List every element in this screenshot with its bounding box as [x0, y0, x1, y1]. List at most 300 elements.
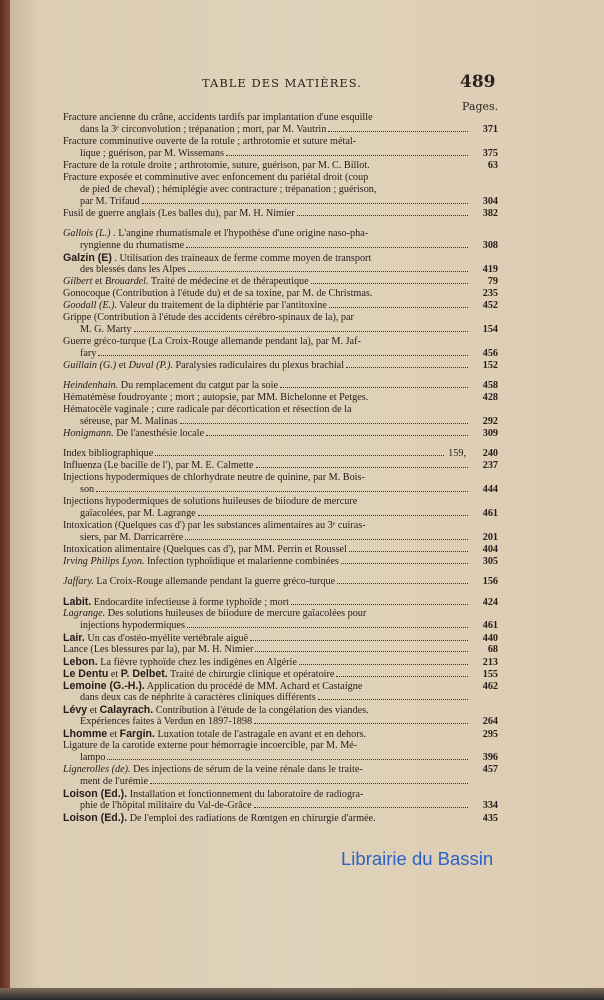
page-number: 489	[460, 72, 496, 92]
entry-text	[63, 764, 363, 776]
page-reference: 156	[482, 576, 498, 587]
toc-line	[63, 544, 498, 556]
entry-text	[80, 184, 376, 196]
book-binding	[0, 0, 10, 1000]
toc-entry	[63, 336, 498, 360]
author-name: Gilbert	[63, 276, 93, 287]
entry-title: . L'angine rhumatismale et l'hypothèse d'une origine naso-pha-	[110, 228, 369, 239]
toc-line	[63, 704, 498, 716]
page-reference: 462	[482, 681, 498, 692]
toc-line	[63, 392, 498, 404]
entry-title: Expériences faites à Verdun en 1897-1898	[80, 716, 253, 727]
dot-leader	[318, 698, 468, 700]
entry-title: Gonocoque (Contribution à l'étude du) et de sa toxine, par M. de Christmas.	[63, 288, 373, 299]
toc-entry	[63, 460, 498, 472]
entry-text	[80, 484, 94, 496]
entry-text	[80, 692, 316, 704]
toc-entry	[63, 556, 498, 568]
author-name: Irving Philips Lyon.	[63, 556, 145, 567]
toc-entry	[63, 704, 498, 728]
toc-entry	[63, 644, 498, 656]
entry-title: ment de l'urémie	[80, 776, 149, 787]
dot-leader	[96, 490, 468, 492]
toc-line	[63, 632, 498, 644]
entry-title: et	[116, 360, 129, 371]
page-reference: 152	[482, 360, 498, 371]
dot-leader	[336, 675, 468, 677]
page-reference: 371	[482, 124, 498, 135]
author-name: Galzin (E)	[63, 252, 112, 264]
toc-line	[63, 136, 498, 148]
toc-line	[63, 668, 498, 680]
group-spacer	[63, 568, 498, 576]
toc-line	[63, 252, 498, 264]
entry-title: Injections hypodermiques de solutions huileuses de biiodure de mercure	[63, 496, 358, 507]
page-edge	[0, 988, 604, 1000]
entry-text	[80, 776, 148, 788]
page-reference: 375	[482, 148, 498, 159]
dot-leader	[280, 386, 468, 388]
page-reference: 419	[482, 264, 498, 275]
page-header	[10, 74, 604, 94]
toc-entry	[63, 740, 498, 764]
toc-entry	[63, 472, 498, 496]
toc-line	[63, 404, 498, 416]
page-reference: 235	[482, 288, 498, 299]
toc-entry	[63, 112, 498, 136]
page-reference: 456	[482, 348, 498, 359]
entry-title: Intoxication (Quelques cas d') par les substances alimentaires au 3ᵉ cuiras-	[63, 520, 366, 531]
author-name: Duval (P.).	[128, 360, 173, 371]
toc-line	[63, 656, 498, 668]
toc-entry	[63, 544, 498, 556]
page-reference: 461	[482, 620, 498, 631]
entry-title: et	[92, 276, 105, 287]
entry-title: par M. Trifaud	[80, 196, 140, 207]
page-reference: 304	[482, 196, 498, 207]
toc-letter-group	[63, 576, 498, 588]
entry-text	[63, 288, 372, 300]
toc-line	[63, 360, 498, 372]
dot-leader	[98, 354, 468, 356]
toc-line	[63, 276, 498, 288]
book-page	[10, 0, 604, 988]
author-name: Lemoine (G.-H.).	[63, 680, 145, 692]
entry-title: Contribution à l'étude de la congélation des viandes.	[153, 705, 369, 716]
toc-entry	[63, 312, 498, 336]
toc-entry	[63, 276, 498, 288]
toc-line	[63, 532, 498, 544]
toc-line	[63, 228, 498, 240]
entry-title: De l'anesthésie locale	[113, 428, 205, 439]
page-reference: 452	[482, 300, 498, 311]
dot-leader	[337, 582, 468, 584]
dot-leader	[255, 650, 468, 652]
entry-title: Fracture ancienne du crâne, accidents tardifs par implantation d'une esquille	[63, 112, 373, 123]
page-reference: 295	[482, 729, 498, 740]
toc-entry	[63, 428, 498, 440]
toc-entry	[63, 668, 498, 680]
watermark: Librairie du Bassin	[341, 848, 494, 869]
toc-entry	[63, 680, 498, 704]
entry-text	[63, 428, 204, 440]
entry-title: séreuse, par M. Malinas	[80, 416, 178, 427]
entry-title: phie de l'hôpital militaire du Val-de-Grâce	[80, 800, 252, 811]
entry-text	[63, 520, 366, 532]
toc-entry	[63, 160, 498, 172]
entry-title: Grippe (Contribution à l'étude des accidents cérébro-spinaux de la), par	[63, 312, 354, 323]
toc-entry	[63, 608, 498, 632]
toc-line	[63, 312, 498, 324]
page-reference: 458	[482, 380, 498, 391]
toc-line	[63, 520, 498, 532]
entry-text	[63, 460, 254, 472]
group-spacer	[63, 220, 498, 228]
toc-entry	[63, 632, 498, 644]
toc-line	[63, 172, 498, 184]
group-spacer	[63, 372, 498, 380]
entry-title: Traité de chirurgie clinique et opératoire	[167, 669, 335, 680]
entry-title: Luxation totale de l'astragale en avant et en dehors.	[154, 729, 367, 740]
toc-line	[63, 428, 498, 440]
toc-line	[63, 576, 498, 588]
entry-title: et	[107, 729, 120, 740]
page-reference: 237	[482, 460, 498, 471]
entry-text	[80, 240, 184, 252]
toc-entry	[63, 496, 498, 520]
toc-line	[63, 460, 498, 472]
page-reference: 440	[482, 633, 498, 644]
page-reference: 264	[482, 716, 498, 727]
author-name: Labit.	[63, 596, 92, 608]
dot-leader	[311, 282, 468, 284]
page-reference: 334	[482, 800, 498, 811]
toc-entry	[63, 360, 498, 372]
author-name: Jaffary.	[63, 576, 94, 587]
toc-line	[63, 728, 498, 740]
page-reference: 63	[487, 160, 498, 171]
author-name: Heindenhain.	[63, 380, 119, 391]
page-reference: 68	[487, 644, 498, 655]
entry-title: Influenza (Le bacille de l'), par M. E. Calmette	[63, 460, 254, 471]
dot-leader	[186, 246, 468, 248]
entry-text	[80, 620, 185, 632]
entry-title: Application du procédé de MM. Achard et Castaigne	[144, 681, 363, 692]
entry-text	[63, 644, 253, 656]
entry-title: Valeur du traitement de la diphtérie par l'antitoxine	[117, 300, 327, 311]
page-reference: 461	[482, 508, 498, 519]
toc-line	[63, 208, 498, 220]
toc-line	[63, 596, 498, 608]
toc-entry	[63, 520, 498, 544]
toc-line	[63, 716, 498, 728]
toc-entry	[63, 764, 498, 788]
dot-leader	[188, 270, 468, 272]
entry-text	[80, 124, 326, 136]
dot-leader	[346, 366, 468, 368]
author-name: Guillain (G.)	[63, 360, 117, 371]
dot-leader	[134, 330, 469, 332]
entry-text	[63, 312, 354, 324]
author-name: Lair.	[63, 632, 85, 644]
entry-text	[80, 264, 186, 276]
entry-title: Des injections de sérum de la veine rénale dans le traite-	[130, 764, 363, 775]
toc-letter-group	[63, 112, 498, 220]
entry-title: Un cas d'ostéo-myélite vertébrale aiguë	[84, 633, 249, 644]
entry-title: Fracture exposée et comminutive avec enfoncement du pariétal droit (coup	[63, 172, 369, 183]
toc-line	[63, 240, 498, 252]
table-of-contents	[63, 112, 498, 824]
entry-title: lique ; guérison, par M. Wissemans	[80, 148, 224, 159]
page-reference: 155	[482, 669, 498, 680]
toc-line	[63, 112, 498, 124]
entry-text	[80, 196, 140, 208]
entry-text	[63, 336, 361, 348]
entry-title: son	[80, 484, 95, 495]
toc-line	[63, 148, 498, 160]
author-name: Brouardel.	[104, 276, 149, 287]
toc-line	[63, 608, 498, 620]
dot-leader	[187, 626, 468, 628]
author-name: Fargin.	[119, 728, 155, 740]
dot-leader	[256, 466, 468, 468]
entry-title: dans la 3ᵉ circonvolution ; trépanation ; mort, par M. Vautrin	[80, 124, 327, 135]
toc-entry	[63, 812, 498, 824]
toc-line	[63, 740, 498, 752]
entry-text	[63, 812, 376, 825]
toc-line	[63, 184, 498, 196]
dot-leader	[329, 306, 468, 308]
entry-text	[80, 532, 183, 544]
toc-line	[63, 160, 498, 172]
author-name: Gallois (L.)	[63, 228, 111, 239]
entry-text	[63, 740, 357, 752]
entry-text	[63, 360, 344, 372]
toc-entry	[63, 448, 498, 460]
entry-title: Fracture comminutive ouverte de la rotule ; arthrotomie et suture métal-	[63, 136, 357, 147]
page-reference: 428	[482, 392, 498, 403]
entry-title: Endocardite infectieuse à forme typhoïde ; mort	[91, 597, 289, 608]
dot-leader	[107, 758, 468, 760]
toc-line	[63, 556, 498, 568]
toc-line	[63, 788, 498, 800]
entry-title: M. G. Marty	[80, 324, 132, 335]
dot-leader	[299, 663, 468, 665]
entry-title: et	[108, 669, 121, 680]
author-name: Honigmann.	[63, 428, 114, 439]
page-reference: 305	[482, 556, 498, 567]
toc-entry	[63, 228, 498, 252]
entry-title: Ligature de la carotide externe pour hémorragie incoercible, par M. Mé-	[63, 740, 358, 751]
toc-entry	[63, 576, 498, 588]
author-name: Goodall (E.).	[63, 300, 118, 311]
entry-title: des blessés dans les Alpes	[80, 264, 186, 275]
dot-leader	[150, 782, 468, 784]
toc-line	[63, 484, 498, 496]
entry-text	[80, 416, 178, 428]
extra-page-number: 159,	[448, 448, 466, 459]
entry-title: . Utilisation des traineaux de ferme comme moyen de transport	[111, 253, 372, 264]
entry-text	[63, 228, 368, 240]
toc-entry	[63, 404, 498, 428]
entry-title: Des solutions huileuses de biiodure de mercure gaïacolées pour	[105, 608, 367, 619]
entry-text	[63, 112, 373, 124]
entry-text	[80, 752, 105, 764]
group-spacer	[63, 588, 498, 596]
toc-line	[63, 620, 498, 632]
dot-leader	[185, 538, 468, 540]
entry-text	[63, 608, 366, 620]
toc-entry	[63, 300, 498, 312]
author-name: Calayrach.	[99, 704, 154, 716]
toc-line	[63, 472, 498, 484]
toc-line	[63, 124, 498, 136]
toc-entry	[63, 252, 498, 276]
page-reference: 382	[482, 208, 498, 219]
entry-title: De l'emploi des radiations de Rœntgen en chirurgie d'armée.	[127, 813, 376, 824]
entry-text	[63, 160, 370, 172]
dot-leader	[341, 562, 468, 564]
entry-title: Guerre gréco-turque (La Croix-Rouge allemande pendant la), par M. Jaf-	[63, 336, 361, 347]
toc-entry	[63, 656, 498, 668]
toc-letter-group	[63, 228, 498, 372]
entry-text	[80, 324, 132, 336]
page-reference: 396	[482, 752, 498, 763]
entry-text	[63, 172, 368, 184]
entry-text	[63, 496, 357, 508]
author-name: Lignerolles (de).	[63, 764, 131, 775]
entry-title: La fièvre typhoïde chez les indigènes en Algérie	[97, 657, 297, 668]
toc-line	[63, 336, 498, 348]
page-reference: 292	[482, 416, 498, 427]
page-reference: 79	[487, 276, 498, 287]
entry-title: Traité de médecine et de thérapeutique	[148, 276, 309, 287]
entry-title: Injections hypodermiques de chlorhydrate neutre de quinine, par M. Bois-	[63, 472, 365, 483]
dot-leader	[254, 806, 468, 808]
toc-line	[63, 812, 498, 824]
toc-line	[63, 348, 498, 360]
page-reference: 444	[482, 484, 498, 495]
toc-letter-group	[63, 380, 498, 440]
entry-title: injections hypodermiques	[80, 620, 185, 631]
dot-leader	[250, 639, 468, 641]
page-reference: 213	[482, 657, 498, 668]
page-reference: 201	[482, 532, 498, 543]
page-reference: 308	[482, 240, 498, 251]
toc-entry	[63, 596, 498, 608]
entry-text	[63, 208, 295, 220]
toc-line	[63, 324, 498, 336]
entry-title: gaïacolées, par M. Lagrange	[80, 508, 196, 519]
entry-title: ryngienne du rhumatisme	[80, 240, 185, 251]
entry-text	[80, 148, 224, 160]
entry-title: Lance (Les blessures par la), par M. H. Nimier	[63, 644, 254, 655]
toc-line	[63, 416, 498, 428]
toc-line	[63, 776, 498, 788]
entry-title: Intoxication alimentaire (Quelques cas d'), par MM. Perrin et Roussel	[63, 544, 347, 555]
toc-line	[63, 508, 498, 520]
dot-leader	[349, 550, 468, 552]
dot-leader	[291, 603, 468, 605]
toc-line	[63, 764, 498, 776]
entry-text	[63, 136, 356, 148]
entry-title: siers, par M. Darricarrère	[80, 532, 184, 543]
entry-text	[63, 448, 153, 460]
dot-leader	[226, 154, 468, 156]
toc-line	[63, 680, 498, 692]
page-reference: 309	[482, 428, 498, 439]
entry-title: fary	[80, 348, 97, 359]
toc-entry	[63, 172, 498, 208]
entry-title: de pied de cheval) ; hémiplégie avec contracture ; trépanation ; guérison,	[80, 184, 377, 195]
author-name: Lhomme	[63, 728, 108, 740]
entry-text	[63, 404, 352, 416]
dot-leader	[142, 202, 468, 204]
entry-text	[63, 472, 365, 484]
toc-entry	[63, 136, 498, 160]
group-spacer	[63, 440, 498, 448]
author-name: P. Delbet.	[120, 668, 168, 680]
author-name: Lagrange.	[63, 608, 106, 619]
entry-text	[63, 276, 309, 288]
toc-entry	[63, 788, 498, 812]
author-name: Lebon.	[63, 656, 98, 668]
toc-entry	[63, 208, 498, 220]
author-name: Lévy	[63, 704, 88, 716]
page-reference: 404	[482, 544, 498, 555]
toc-line	[63, 264, 498, 276]
toc-line	[63, 300, 498, 312]
toc-letter-group	[63, 448, 498, 568]
entry-text	[80, 508, 196, 520]
toc-line	[63, 288, 498, 300]
entry-title: Paralysies radiculaires du plexus brachial	[172, 360, 345, 371]
entry-text	[63, 544, 347, 556]
toc-entry	[63, 380, 498, 392]
dot-leader	[206, 434, 468, 436]
page-reference: 154	[482, 324, 498, 335]
entry-title: Hématémèse foudroyante ; mort ; autopsie, par MM. Bichelonne et Petges.	[63, 392, 369, 403]
toc-entry	[63, 728, 498, 740]
entry-text	[63, 380, 278, 392]
pages-column-label: Pages.	[462, 100, 499, 113]
toc-line	[63, 196, 498, 208]
entry-title: dans deux cas de néphrite à caractères cliniques différents	[80, 692, 316, 703]
page-reference: 457	[482, 764, 498, 775]
entry-title: Index bibliographique	[63, 448, 154, 459]
entry-text	[63, 556, 339, 568]
entry-title: Fracture de la rotule droite ; arthrotomie, suture, guérison, par M. C. Billot.	[63, 160, 370, 171]
entry-title: Infection typhoïdique et malarienne combinées	[144, 556, 339, 567]
entry-title: lampo	[80, 752, 106, 763]
entry-text	[80, 716, 252, 728]
toc-line	[63, 448, 498, 460]
toc-letter-group	[63, 596, 498, 824]
page-reference: 424	[482, 597, 498, 608]
dot-leader	[297, 214, 468, 216]
dot-leader	[254, 722, 468, 724]
entry-title: Fusil de guerre anglais (Les balles du), par M. H. Nimier	[63, 208, 295, 219]
entry-text	[80, 348, 96, 360]
entry-text	[80, 800, 252, 812]
author-name: Le Dentu	[63, 668, 109, 680]
toc-entry	[63, 288, 498, 300]
author-name: Loison (Ed.).	[63, 812, 128, 824]
toc-line	[63, 800, 498, 812]
entry-text	[63, 576, 335, 588]
entry-title: La Croix-Rouge allemande pendant la guerre gréco-turque	[93, 576, 336, 587]
dot-leader	[328, 130, 468, 132]
